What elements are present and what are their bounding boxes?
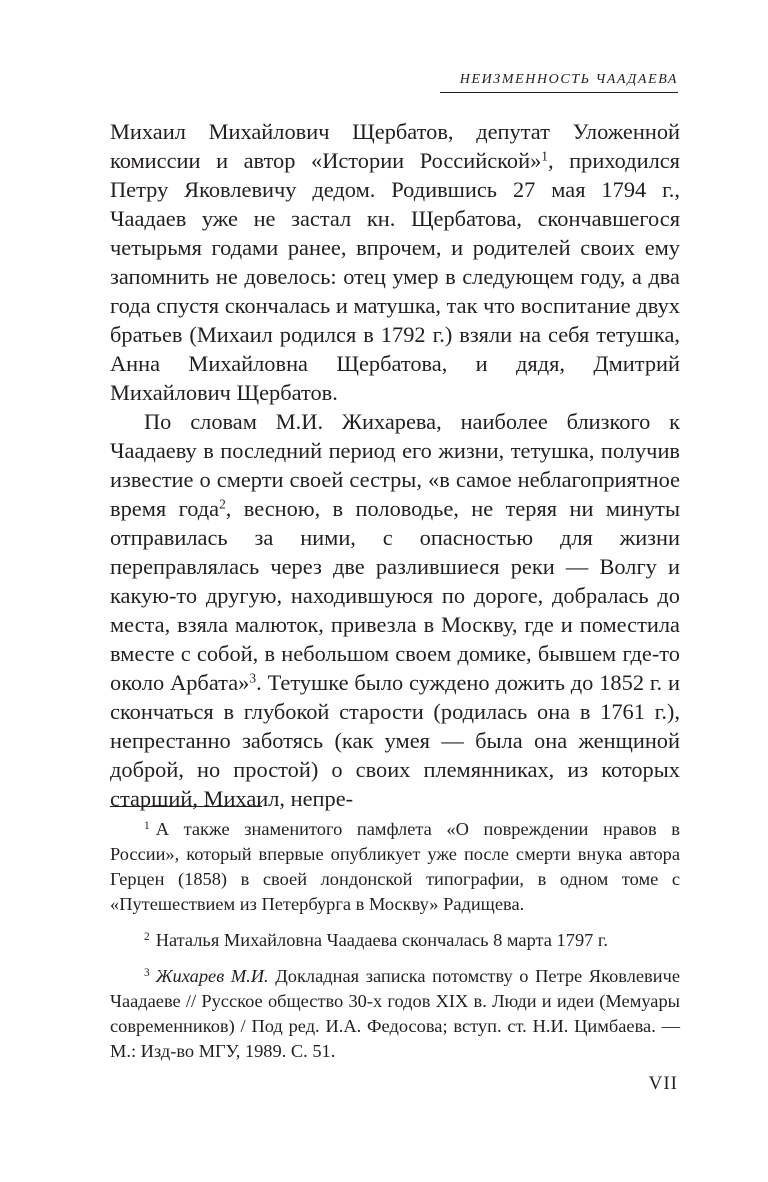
footnote-ref-1: 1 <box>541 148 548 164</box>
footnote-3-author: Жихарев М.И. <box>155 966 269 986</box>
footnote-ref-2: 2 <box>219 496 226 512</box>
footnote-1 <box>110 817 680 917</box>
footnote-1-text: А также знаменитого памфлета «О повреждении нравов в России», который впервые опубликует уже после смерти внука автора Герцен (1858) в своей лондонской типографии, в одном томе с «Путешествием из Петербурга в Москву» Радищева. <box>110 819 680 914</box>
paragraph-2 <box>110 407 680 813</box>
paragraph-2-text-b: , весною, в половодье, не теряя ни минуты отправилась за ними, с опасностью для жизни переправлялась через две разлившиеся реки — Волгу и какую-то другую, находившуюся по дороге, добралась до места, взяла малюток, привезла в Москву, где и поместила вместе с собой, в небольшом своем домике, бывшем где-то около Арбата» <box>110 496 680 695</box>
paragraph-2-text-a: По словам М.И. Жихарева, наиболее близкого к Чаадаеву в последний период его жизни, тетушка, получив известие о смерти своей сестры, «в самое неблагоприятное время года <box>110 409 680 521</box>
footnote-2-number: 2 <box>144 930 150 943</box>
paragraph-1-text-b: , приходился Петру Яковлевичу дедом. Родившись 27 мая 1794 г., Чаадаев уже не застал кн. Щербатова, скончавшегося четырьмя годами ранее, впрочем, и родителей своих ему запомнить не довелось: отец умер в следующем году, а два года спустя скончалась и матушка, так что воспитание двух братьев (Михаил родился в 1792 г.) взяли на себя тетушка, Анна Михайловна Щербатова, и дядя, Дмитрий Михайлович Щербатов. <box>110 148 680 405</box>
page-number: VII <box>648 1073 678 1094</box>
footnote-2-text: Наталья Михайловна Чаадаева скончалась 8 марта 1797 г. <box>155 930 608 950</box>
footnote-1-number: 1 <box>144 819 150 832</box>
footnote-3 <box>110 964 680 1064</box>
main-text <box>110 117 680 813</box>
paragraph-1 <box>110 117 680 407</box>
footnote-2 <box>110 928 680 953</box>
paragraph-1-text-a: Михаил Михайлович Щербатов, депутат Уложенной комиссии и автор «Истории Российской» <box>110 119 680 173</box>
footnote-ref-3: 3 <box>249 670 257 686</box>
footnotes <box>110 817 680 1075</box>
running-head: НЕИЗМЕННОСТЬ ЧААДАЕВА <box>440 72 678 93</box>
footnote-divider <box>110 806 262 807</box>
footnote-3-text: Докладная записка потомству о Петре Яковлевиче Чаадаеве // Русское общество 30-х годов XIX в. Люди и идеи (Мемуары современников) / Под ред. И.А. Федосова; вступ. ст. Н.И. Цимбаева. — М.: Изд-во МГУ, 1989. С. 51. <box>110 966 680 1061</box>
footnote-3-number: 3 <box>144 966 150 979</box>
paragraph-2-text-c: . Тетушке было суждено дожить до 1852 г. и скончаться в глубокой старости (родилась она в 1761 г.), непрестанно заботясь (как умея — была она женщиной доброй, но простой) о своих племянниках, из которых старший, Михаил, непре- <box>110 670 680 811</box>
